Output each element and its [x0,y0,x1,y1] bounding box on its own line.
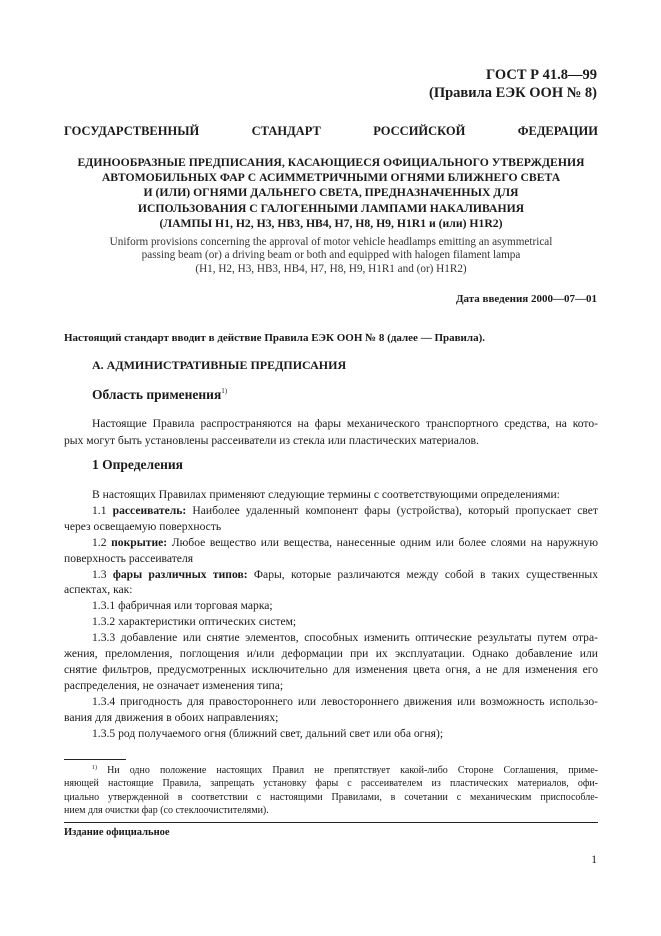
definition-2-line [64,535,598,551]
edition-label: Издание официальное [64,827,170,838]
definition-3-5: 1.3.5 род получаемого огня (ближний свет, дальний свет или оба огня); [92,726,444,740]
english-title-line: Uniform provisions concerning the approval of motor vehicle headlamps emitting an asymmetrical [109,236,553,248]
footnote-line: циально утвержденной в соответствии с настоящими Правилами, в сочетании с механическим приспособле- [64,791,598,803]
russian-title [64,155,598,231]
footnote-line: няющей настоящие Правила, запрещать установку фары с рассеивателем из пластических материалов, офи- [64,778,598,790]
definition-3-3-line: распределения, не означает изменения типа; [64,678,284,692]
footnote-mark: 1) [92,765,97,771]
definition-3-3-line: жения, преломления, поглощения и/или деформации при их эксплуатации. Однако добавление или [64,647,598,661]
scope-heading-text: Область применения [92,387,222,402]
section-a-heading: А. АДМИНИСТРАТИВНЫЕ ПРЕДПИСАНИЯ [92,358,347,372]
gost-code: ГОСТ Р 41.8—99 [486,67,597,83]
scope-heading [92,387,227,403]
footnote-reference[interactable]: 1) [221,387,228,395]
english-title [64,236,598,276]
definition-2-cont: поверхность рассеивателя [64,551,194,565]
russian-title-line: ЕДИНООБРАЗНЫЕ ПРЕДПИСАНИЯ, КАСАЮЩИЕСЯ ОФИЦИАЛЬНОГО УТВЕРЖДЕНИЯ [77,156,585,169]
definition-text: Фары, которые различаются между собой в таких существенных [253,567,598,581]
russian-title-line: АВТОМОБИЛЬНЫХ ФАР С АСИММЕТРИЧНЫМИ ОГНЯМИ БЛИЖНЕГО СВЕТА [101,171,561,185]
ece-reference: (Правила ЕЭК ООН № 8) [429,85,597,101]
definition-3-line [64,567,598,583]
definition-number: 1.1 [92,503,107,517]
page-number: 1 [591,854,597,866]
footnote-line [64,762,598,777]
definition-3-2: 1.3.2 характеристики оптических систем; [92,615,297,629]
definition-3-3-line: 1.3.3 добавление или снятие элементов, способных изменить оптические результаты путем отра- [92,631,598,645]
definitions-heading: 1 Определения [92,457,183,472]
state-standard-heading: ГОСУДАРСТВЕННЫЙ СТАНДАРТ РОССИЙСКОЙ ФЕДЕРАЦИИ [64,124,598,138]
definition-text: Наиболее удаленный компонент фары (устройства), который пропускает свет [192,503,598,517]
scope-paragraph [64,415,598,449]
bottom-divider [64,822,598,823]
scope-line: Настоящие Правила распространяются на фары механического транспортного средства, на кото- [92,417,598,430]
russian-title-line: (ЛАМПЫ H1, H2, H3, HB3, HB4, H7, H8, H9, H1R1 и (или) H1R2) [159,216,503,230]
definition-term: покрытие: [111,535,168,549]
definitions-intro: В настоящих Правилах применяют следующие термины с соответствующими определениями: [92,488,560,501]
definitions-list [64,487,598,742]
definition-1-cont: через освещаемую поверхность [64,519,222,533]
footnote-divider [64,759,126,760]
english-title-line: passing beam (or) a driving beam or both and equipped with halogen filament lampa [141,249,521,262]
enactment-statement: Настоящий стандарт вводит в действие Правила ЕЭК ООН № 8 (далее — Правила). [64,332,485,344]
footnote [64,762,598,818]
definition-3-4-line: вания для движения в обоих направлениях; [64,710,279,724]
definition-3-cont: аспектах, как: [64,583,133,597]
definition-3-1: 1.3.1 фабричная или торговая марка; [92,599,273,613]
introduction-date: Дата введения 2000—07—01 [455,293,597,305]
definition-3-3-line: снятие фильтров, предусмотренных исключительно для изменения цвета огня, а не для изменения его [64,662,598,676]
definition-term: рассеиватель: [112,503,187,517]
scope-line: рых могут быть установлены рассеиватели из стекла или пластических материалов. [64,434,479,447]
russian-title-line: И (ИЛИ) ОГНЯМИ ДАЛЬНЕГО СВЕТА, ПРЕДНАЗНАЧЕННЫХ ДЛЯ [143,186,519,200]
footnote-text: Ни одно положение настоящих Правил не препятствует какой-либо Стороне Соглашения, приме- [107,765,598,776]
english-title-line: (H1, H2, H3, HB3, HB4, H7, H8, H9, H1R1 and (or) H1R2) [195,262,467,275]
definition-number: 1.3 [92,567,107,581]
definition-number: 1.2 [92,535,107,549]
definition-term: фары различных типов: [112,567,248,581]
footnote-line: нием для очистки фар (со стеклоочистителями). [64,805,269,817]
definition-text: Любое вещество или вещества, нанесенные одним или более слоями на наружную [171,535,598,549]
russian-title-line: ИСПОЛЬЗОВАНИЯ С ГАЛОГЕННЫМИ ЛАМПАМИ НАКАЛИВАНИЯ [137,201,525,215]
definition-3-4-line: 1.3.4 пригодность для правостороннего или левостороннего движения или возможность использо- [92,694,598,708]
definition-1-line [64,503,598,519]
